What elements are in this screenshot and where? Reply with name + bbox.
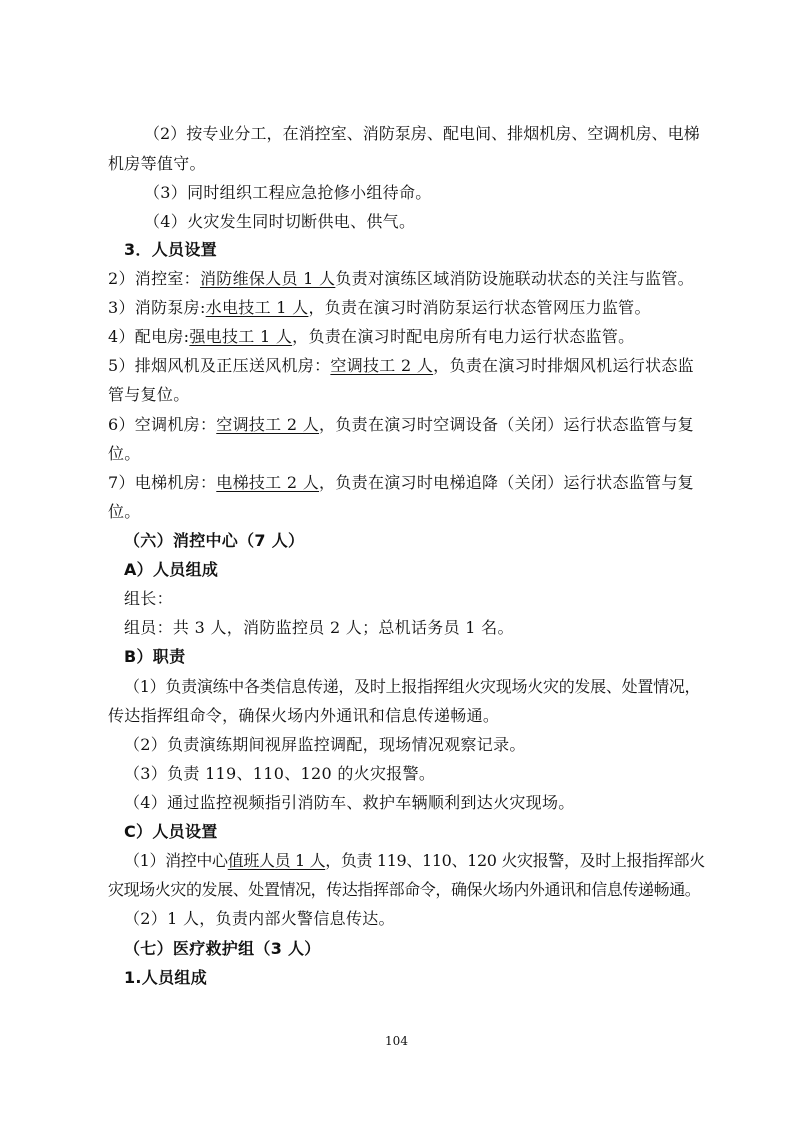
section-heading: A）人员组成 <box>124 560 219 579</box>
text-line: （2）1 人，负责内部火警信息传达。 <box>124 909 395 928</box>
section-heading: B）职责 <box>124 647 186 666</box>
line-prefix: 5）排烟风机及正压送风机房： <box>108 356 331 375</box>
text-line: 管与复位。 <box>108 385 190 404</box>
text-line: （1）负责演练中各类信息传递，及时上报指挥组火灾现场火灾的发展、处置情况， <box>124 677 701 696</box>
section-heading: C）人员设置 <box>124 822 218 841</box>
section-heading: （七）医疗救护组（3 人） <box>124 939 321 958</box>
section-heading: 3．人员设置 <box>124 240 217 259</box>
underlined-staff: 空调技工 2 人 <box>216 415 320 434</box>
line-prefix: 2）消控室： <box>108 269 200 288</box>
line-prefix: 7）电梯机房： <box>108 473 217 492</box>
line-suffix: ，负责在演习时空调设备（关闭）运行状态监管与复 <box>319 415 694 434</box>
underlined-staff: 空调技工 2 人 <box>330 356 434 375</box>
underlined-staff: 强电技工 1 人 <box>189 327 293 346</box>
line-suffix: ，负责在演习时消防泵运行状态管网压力监管。 <box>308 298 651 317</box>
text-line: （3）同时组织工程应急抢修小组待命。 <box>144 183 432 202</box>
text-line: （4）通过监控视频指引消防车、救护车辆顺利到达火灾现场。 <box>124 793 575 812</box>
text-line: 组长： <box>124 589 173 608</box>
text-line: 位。 <box>108 444 141 463</box>
text-line <box>108 356 694 376</box>
text-line <box>124 851 705 871</box>
section-heading: （六）消控中心（7 人） <box>124 531 305 550</box>
text-line: （2）负责演练期间视屏监控调配，现场情况观察记录。 <box>124 735 526 754</box>
text-line: 机房等值守。 <box>108 154 206 173</box>
line-suffix: ，负责在演习时配电房所有电力运行状态监管。 <box>292 327 635 346</box>
underlined-staff: 电梯技工 2 人 <box>216 473 320 492</box>
text-line <box>108 415 694 435</box>
line-suffix: ，负责 119、110、120 火灾报警，及时上报指挥部火 <box>325 851 705 870</box>
text-line: 位。 <box>108 502 141 521</box>
line-suffix: 负责对演练区域消防设施联动状态的关注与监管。 <box>335 269 694 288</box>
line-prefix: 3）消防泵房: <box>108 298 206 317</box>
text-line: 传达指挥组命令，确保火场内外通讯和信息传递畅通。 <box>108 706 500 725</box>
line-suffix: ，负责在演习时排烟风机运行状态监 <box>433 356 694 375</box>
line-prefix: 4）配电房: <box>108 327 190 346</box>
line-suffix: ，负责在演习时电梯追降（关闭）运行状态监管与复 <box>319 473 694 492</box>
text-line: （4）火灾发生同时切断供电、供气。 <box>144 212 416 231</box>
line-prefix: 6）空调机房： <box>108 415 217 434</box>
underlined-staff: 消防维保人员 1 人 <box>199 269 336 288</box>
page-number: 104 <box>385 1034 408 1048</box>
line-prefix: （1）消控中心 <box>124 851 228 870</box>
underlined-staff: 值班人员 1 人 <box>227 851 326 870</box>
underlined-staff: 水电技工 1 人 <box>205 298 309 317</box>
text-line <box>108 473 694 493</box>
section-heading: 1.人员组成 <box>124 968 208 987</box>
text-line: 灾现场火灾的发展、处置情况，传达指挥部命令，确保火场内外通讯和信息传递畅通。 <box>108 880 701 899</box>
text-line <box>108 327 634 347</box>
text-line <box>108 269 694 289</box>
text-line <box>108 298 651 318</box>
text-line: （3）负责 119、110、120 的火灾报警。 <box>124 764 436 783</box>
text-line: （2）按专业分工，在消控室、消防泵房、配电间、排烟机房、空调机房、电梯 <box>144 124 700 143</box>
text-line: 组员：共 3 人，消防监控员 2 人；总机话务员 1 名。 <box>124 618 514 637</box>
